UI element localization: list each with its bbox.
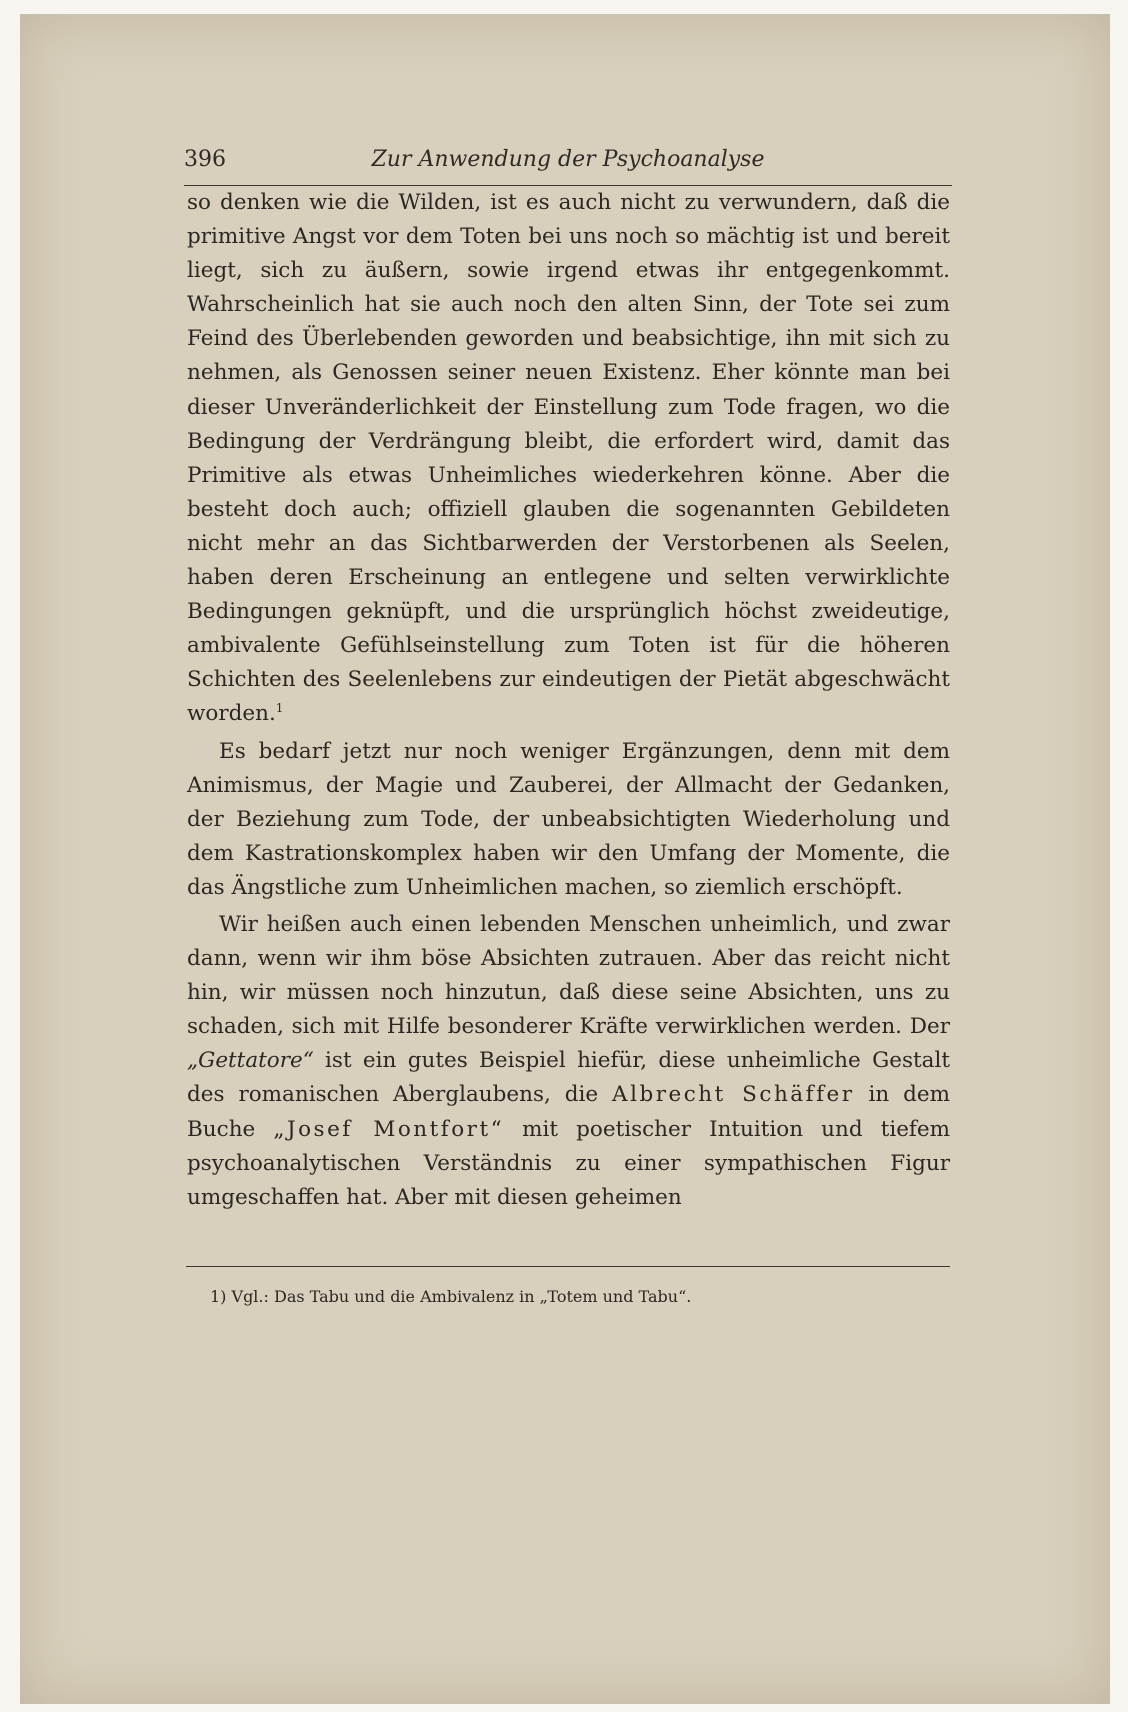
footnote-divider <box>186 1266 950 1267</box>
paragraph-2: Es bedarf jetzt nur noch weniger Ergänzungen, denn mit dem Animismus, der Magie und Zauberei, der Allmacht der Gedanken, der Beziehung zum Tode, der unbeabsichtigten Wiederholung und dem Kastrationskomplex haben wir den Umfang der Momente, die das Ängstliche zum Unheimlichen machen, so ziemlich erschöpft. <box>187 738 950 900</box>
page-number: 396 <box>184 147 226 172</box>
paragraph-1-text: so denken wie die Wilden, ist es auch nicht zu verwundern, daß die primitive Angst vor dem Toten bei uns noch so mächtig ist und bereit liegt, sich zu äußern, sowie irgend etwas ihr entgegenkommt. Wahrscheinlich hat sie auch noch den alten Sinn, der Tote sei zum Feind des Überlebenden geworden und beabsichtige, ihn mit sich zu nehmen, als Genossen seiner neuen Existenz. Eher könnte man bei dieser Unveränderlichkeit der Einstellung zum Tode fragen, wo die Bedingung der Verdrängung bleibt, die erfordert wird, damit das Primitive als etwas Unheimliches wiederkehren könne. Aber die besteht doch auch; offiziell glauben die sogenannten Gebildeten nicht mehr an das Sichtbarwerden der Verstorbenen als Seelen, haben deren Erscheinung an entlegene und selten verwirklichte Bedingungen geknüpft, und die ursprünglich höchst zweideutige, ambivalente Gefühlseinstellung zum Toten ist für die höheren Schichten des Seelenlebens zur eindeutigen der Pietät abgeschwächt worden. <box>187 190 950 727</box>
paragraph-3-text-a: Wir heißen auch einen lebenden Menschen unheimlich, und zwar dann, wenn wir ihm böse Absichten zutrauen. Aber das reicht nicht hin, wir müssen noch hinzutun, daß diese seine Absichten, uns zu schaden, sich mit Hilfe besonderer Kräfte verwirklichen werden. Der <box>187 911 950 1040</box>
body-text <box>187 186 950 1215</box>
book-title: „Josef Montfort“ <box>273 1116 505 1142</box>
footnote-marker: 1 <box>275 701 284 716</box>
gettatore-term: „Gettatore“ <box>187 1048 314 1074</box>
running-title: Zur Anwendung der Psychoanalyse <box>371 147 765 172</box>
author-name: Albrecht Schäffer <box>612 1082 855 1108</box>
paragraph-3 <box>187 908 950 1215</box>
paragraph-1 <box>187 186 950 732</box>
page-header <box>184 145 952 186</box>
paragraph-3-text-d: mit poetischer Intuition und tiefem psychoanalytischen Verständnis zu einer sympathischen Figur umgeschaffen hat. Aber mit diesen geheimen <box>187 1116 950 1210</box>
footnote: 1) Vgl.: Das Tabu und die Ambivalenz in „Totem und Tabu“. <box>210 1287 692 1306</box>
paragraph-3-text-b: ist ein gutes Beispiel hiefür, diese unheimliche Gestalt des romanischen Aberglaubens, die <box>187 1048 950 1108</box>
paragraph-3-text-c: in dem Buche <box>187 1082 950 1142</box>
